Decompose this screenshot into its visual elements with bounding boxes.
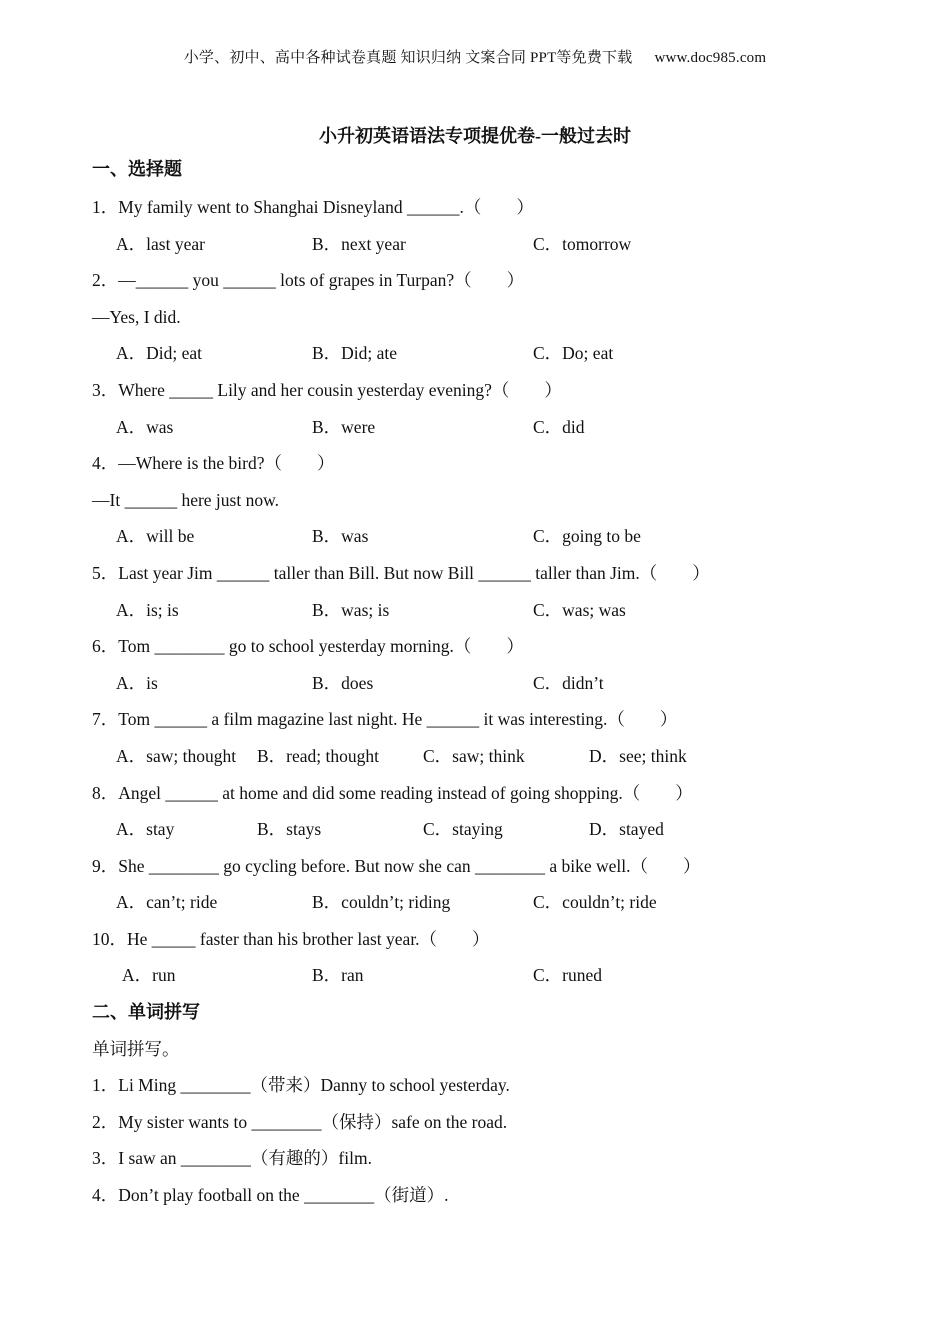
section-2-heading: 二、单词拼写	[92, 1002, 200, 1023]
option-b: B．read; thought	[257, 745, 379, 766]
question-6-stem: 6．Tom ________ go to school yesterday morning.（ ）	[92, 636, 524, 657]
option-b: B．stays	[257, 819, 322, 840]
question-8-stem: 8．Angel ______ at home and did some reading instead of going shopping.（ ）	[92, 782, 693, 803]
option-c: C．going to be	[533, 526, 641, 547]
option-c: C．was; was	[533, 599, 626, 620]
question-2-reply: —Yes, I did.	[92, 306, 181, 327]
option-a: A．can’t; ride	[116, 892, 218, 913]
question-2-options	[92, 335, 892, 372]
spelling-item-1: 1．Li Ming ________（带来）Danny to school yesterday.	[92, 1075, 510, 1096]
header-site: www.doc985.com	[654, 50, 767, 66]
option-c: C．couldn’t; ride	[533, 892, 657, 913]
spelling-item-4: 4．Don’t play football on the ________（街道）.	[92, 1185, 449, 1206]
question-1-stem: 1．My family went to Shanghai Disneyland ______.（ ）	[92, 197, 534, 217]
spelling-item-3: 3．I saw an ________（有趣的）film.	[92, 1148, 372, 1169]
option-b: B．was	[312, 526, 369, 547]
option-c: C．staying	[423, 819, 503, 840]
spelling-item-2: 2．My sister wants to ________（保持）safe on the road.	[92, 1111, 508, 1132]
question-2-stem: 2．—______ you ______ lots of grapes in Turpan?（ ）	[92, 270, 525, 291]
option-c: C．tomorrow	[533, 233, 632, 254]
question-3-stem: 3．Where _____ Lily and her cousin yesterday evening?（ ）	[92, 379, 562, 400]
option-a: A．run	[122, 965, 176, 986]
question-9-stem: 9．She ________ go cycling before. But now she can ________ a bike well.（ ）	[92, 855, 701, 876]
question-1-options	[92, 226, 892, 263]
option-a: A．saw; thought	[116, 745, 237, 766]
question-4-reply: —It ______ here just now.	[92, 489, 279, 510]
question-5-options	[92, 592, 892, 629]
option-a: A．will be	[116, 526, 195, 547]
option-c: C．didn’t	[533, 672, 604, 693]
option-b: B．was; is	[312, 599, 390, 620]
option-a: A．stay	[116, 819, 175, 840]
page-title: 小升初英语语法专项提优卷-一般过去时	[319, 126, 631, 146]
section-2-intro: 单词拼写。	[92, 1038, 180, 1059]
option-a: A．last year	[116, 233, 205, 254]
question-6-options	[92, 665, 892, 702]
question-9-options	[92, 884, 892, 921]
question-8-options	[92, 811, 892, 848]
option-c: C．saw; think	[423, 745, 525, 766]
option-b: B．next year	[312, 233, 406, 254]
option-c: C．runed	[533, 965, 603, 986]
option-d: D．see; think	[589, 745, 687, 766]
option-d: D．stayed	[589, 819, 664, 840]
section-1-heading: 一、选择题	[92, 159, 182, 179]
worksheet-body	[92, 153, 892, 1214]
question-10-stem: 10．He _____ faster than his brother last year.（ ）	[92, 928, 490, 949]
question-7-options	[92, 738, 892, 775]
option-b: B．ran	[312, 965, 364, 986]
option-b: B．does	[312, 672, 374, 693]
question-4-stem: 4．—Where is the bird?（ ）	[92, 453, 335, 474]
question-5-stem: 5．Last year Jim ______ taller than Bill. But now Bill ______ taller than Jim.（ ）	[92, 562, 710, 583]
question-7-stem: 7．Tom ______ a film magazine last night. He ______ it was interesting.（ ）	[92, 709, 678, 730]
question-10-options	[92, 957, 892, 994]
question-3-options	[92, 409, 892, 446]
option-b: B．Did; ate	[312, 343, 398, 364]
option-c: C．Do; eat	[533, 343, 614, 364]
option-a: A．Did; eat	[116, 343, 203, 364]
header-text: 小学、初中、高中各种试卷真题 知识归纳 文案合同 PPT等免费下载	[183, 50, 633, 66]
option-a: A．is	[116, 672, 158, 693]
option-c: C．did	[533, 416, 585, 437]
option-b: B．couldn’t; riding	[312, 892, 451, 913]
option-a: A．is; is	[116, 599, 179, 620]
option-b: B．were	[312, 416, 376, 437]
page-header	[0, 46, 950, 67]
question-4-options	[92, 518, 892, 555]
option-a: A．was	[116, 416, 174, 437]
